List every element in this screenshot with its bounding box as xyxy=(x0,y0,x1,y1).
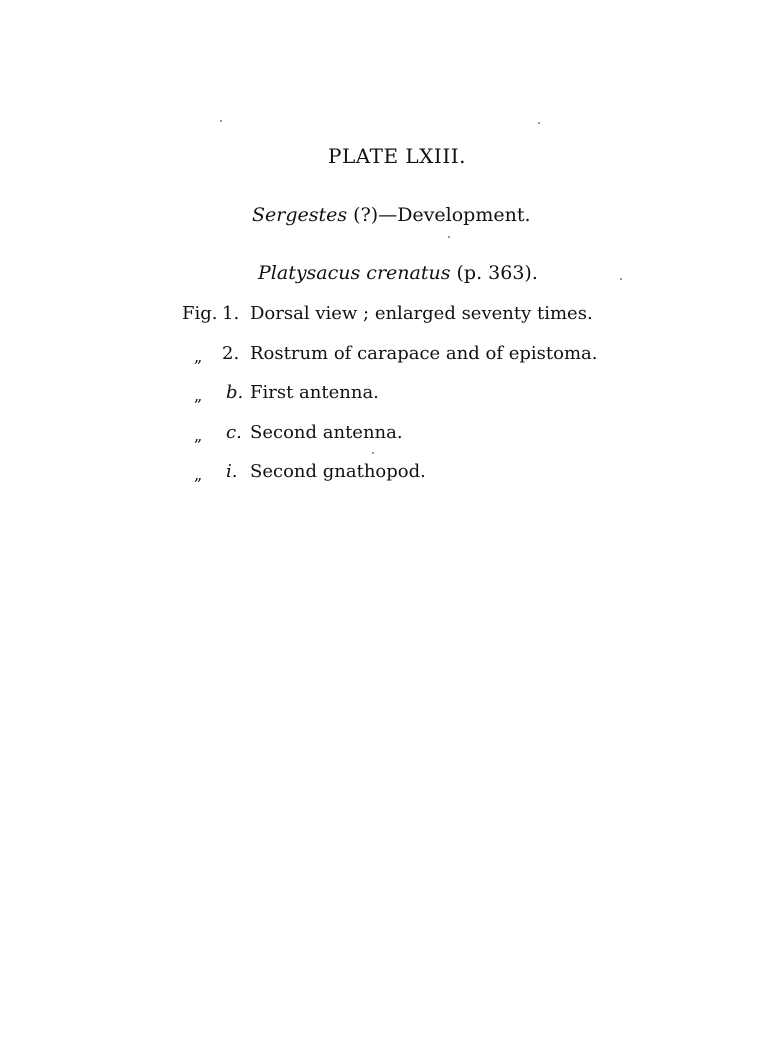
figure-caption: Rostrum of carapace and of epistoma. xyxy=(250,342,598,364)
figure-label: b. xyxy=(226,382,244,403)
figure-label: 2. xyxy=(222,342,240,364)
plate-subtitle xyxy=(252,204,531,226)
ditto-mark: „ xyxy=(194,346,203,366)
species-page-ref: (p. 363). xyxy=(450,262,538,284)
figure-item xyxy=(182,343,622,383)
figure-list xyxy=(182,303,622,501)
figure-label: i. xyxy=(226,461,238,482)
subtitle-rest: (?)—Development. xyxy=(347,204,531,226)
figure-caption: Second antenna. xyxy=(250,421,403,443)
figure-caption: Dorsal view ; enlarged seventy times. xyxy=(250,303,593,324)
figure-item xyxy=(182,382,622,422)
species-heading xyxy=(258,262,538,284)
ditto-mark: „ xyxy=(194,386,203,405)
plate-title: PLATE LXIII. xyxy=(328,144,466,168)
subtitle-genus: Sergestes xyxy=(252,204,348,226)
ditto-mark: „ xyxy=(194,465,203,484)
figure-caption: Second gnathopod. xyxy=(250,461,426,482)
ditto-mark: „ xyxy=(194,425,203,445)
figure-label: c. xyxy=(226,421,242,443)
scan-speck xyxy=(220,120,222,122)
scan-speck xyxy=(538,122,540,124)
scan-speck xyxy=(620,278,622,280)
figure-item xyxy=(182,303,622,343)
figure-item xyxy=(182,422,622,462)
figure-caption: First antenna. xyxy=(250,382,379,403)
scan-speck xyxy=(448,236,450,238)
figure-item xyxy=(182,461,622,501)
figure-label: 1. xyxy=(222,303,240,324)
figure-prefix: Fig. xyxy=(182,303,218,324)
species-name: Platysacus crenatus xyxy=(258,262,451,284)
